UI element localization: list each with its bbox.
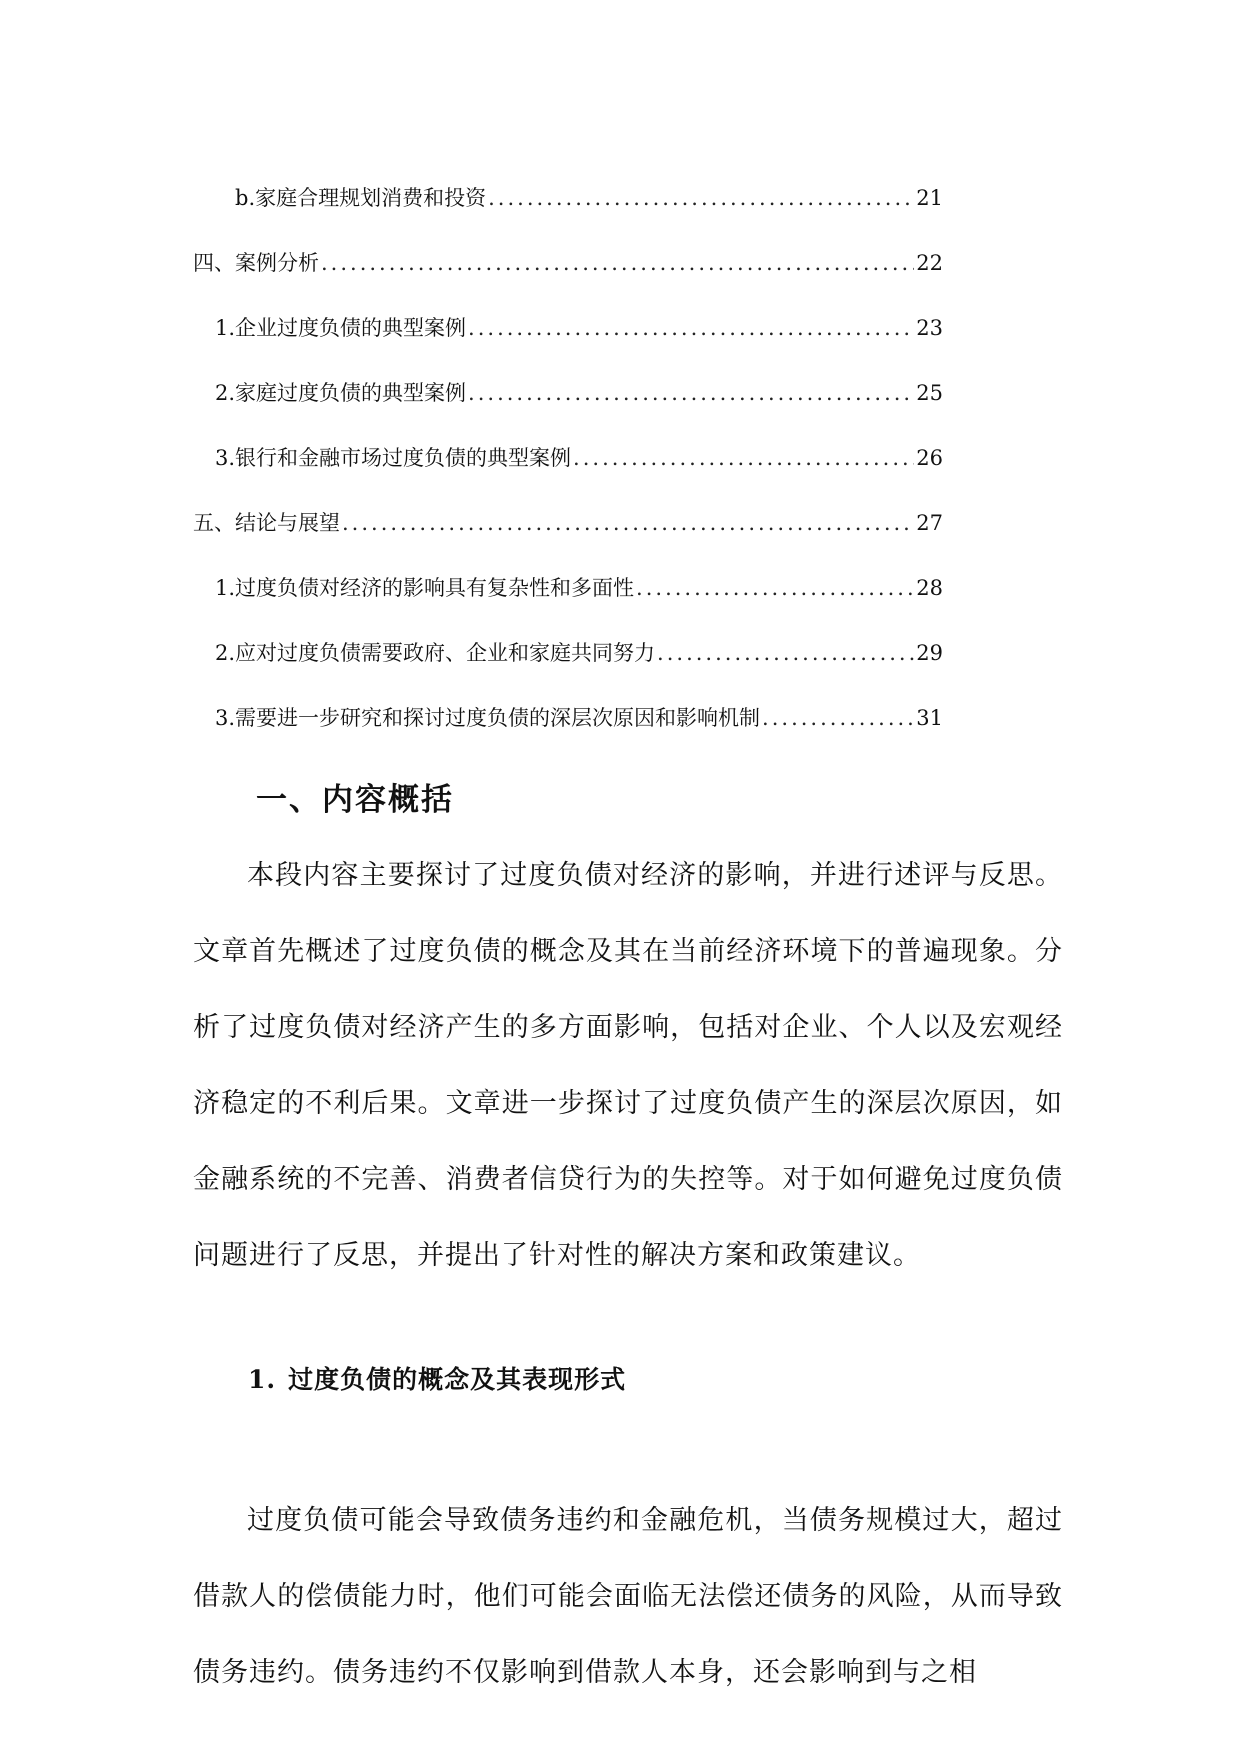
toc-leader-dots [468, 313, 914, 343]
subsection-paragraph: 过度负债可能会导致债务违约和金融危机，当债务规模过大，超过借款人的偿债能力时，他们可能会面临无法偿还债务的风险，从而导致债务违约。债务违约不仅影响到借款人本身，还会影响到与之相 [193, 1505, 1063, 1688]
toc-entry-title: 银行和金融市场过度负债的典型案例 [235, 446, 572, 470]
toc-entry-page: 26 [916, 446, 943, 470]
toc-entry[interactable] [193, 603, 943, 668]
toc-entry-page: 27 [916, 511, 943, 535]
section-paragraph: 本段内容主要探讨了过度负债对经济的影响，并进行述评与反思。文章首先概述了过度负债的概念及其在当前经济环境下的普遍现象。分析了过度负债对经济产生的多方面影响，包括对企业、个人以及宏观经济稳定的不利后果。文章进一步探讨了过度负债产生的深层次原因，如金融系统的不完善、消费者信贷行为的失控等。对于如何避免过度负债问题进行了反思，并提出了针对性的解决方案和政策建议。 [193, 860, 1063, 1271]
toc-entry-number: 1. [215, 576, 236, 600]
toc-entry-title: 四、案例分析 [193, 251, 319, 275]
toc-entry-number: 3. [215, 446, 236, 470]
toc-entry-number: 2. [215, 381, 236, 405]
toc-entry-number: 1. [215, 316, 236, 340]
toc-entry-page: 31 [916, 706, 943, 730]
toc-leader-dots [342, 508, 914, 538]
toc-entry[interactable] [193, 148, 943, 213]
toc-entry[interactable] [193, 538, 943, 603]
toc-leader-dots [573, 443, 914, 473]
toc-entry-title: 家庭合理规划消费和投资 [255, 186, 487, 210]
toc-entry-title: 过度负债对经济的影响具有复杂性和多面性 [235, 576, 635, 600]
toc-entry-page: 25 [916, 381, 943, 405]
toc-entry-page: 23 [916, 316, 943, 340]
toc-entry-title: 需要进一步研究和探讨过度负债的深层次原因和影响机制 [235, 706, 761, 730]
toc-entry-page: 28 [916, 576, 943, 600]
toc-entry-page: 29 [916, 641, 943, 665]
toc-entry-number: 3. [215, 706, 236, 730]
toc-entry-title: 五、结论与展望 [193, 511, 340, 535]
subsection-number: 1. [248, 1365, 277, 1394]
toc-entry-number: 2. [215, 641, 236, 665]
toc-leader-dots [321, 248, 914, 278]
section-heading: 一、内容概括 [256, 782, 454, 818]
toc-entry-number: b. [235, 186, 256, 210]
toc-entry[interactable] [193, 408, 943, 473]
toc-leader-dots [657, 638, 914, 668]
toc-leader-dots [636, 573, 914, 603]
toc-entry-page: 21 [916, 186, 943, 210]
toc-entry-title: 应对过度负债需要政府、企业和家庭共同努力 [235, 641, 656, 665]
toc-leader-dots [468, 378, 914, 408]
toc-leader-dots [488, 183, 914, 213]
toc-entry[interactable] [193, 343, 943, 408]
table-of-contents [193, 148, 943, 733]
subsection-heading [248, 1360, 626, 1396]
subsection-title: 过度负债的概念及其表现形式 [288, 1365, 627, 1394]
toc-entry[interactable] [193, 473, 943, 538]
toc-entry[interactable] [193, 668, 943, 733]
toc-entry-page: 22 [916, 251, 943, 275]
toc-entry[interactable] [193, 213, 943, 278]
toc-entry-title: 企业过度负债的典型案例 [235, 316, 467, 340]
toc-leader-dots [762, 703, 914, 733]
toc-entry-title: 家庭过度负债的典型案例 [235, 381, 467, 405]
toc-entry[interactable] [193, 278, 943, 343]
